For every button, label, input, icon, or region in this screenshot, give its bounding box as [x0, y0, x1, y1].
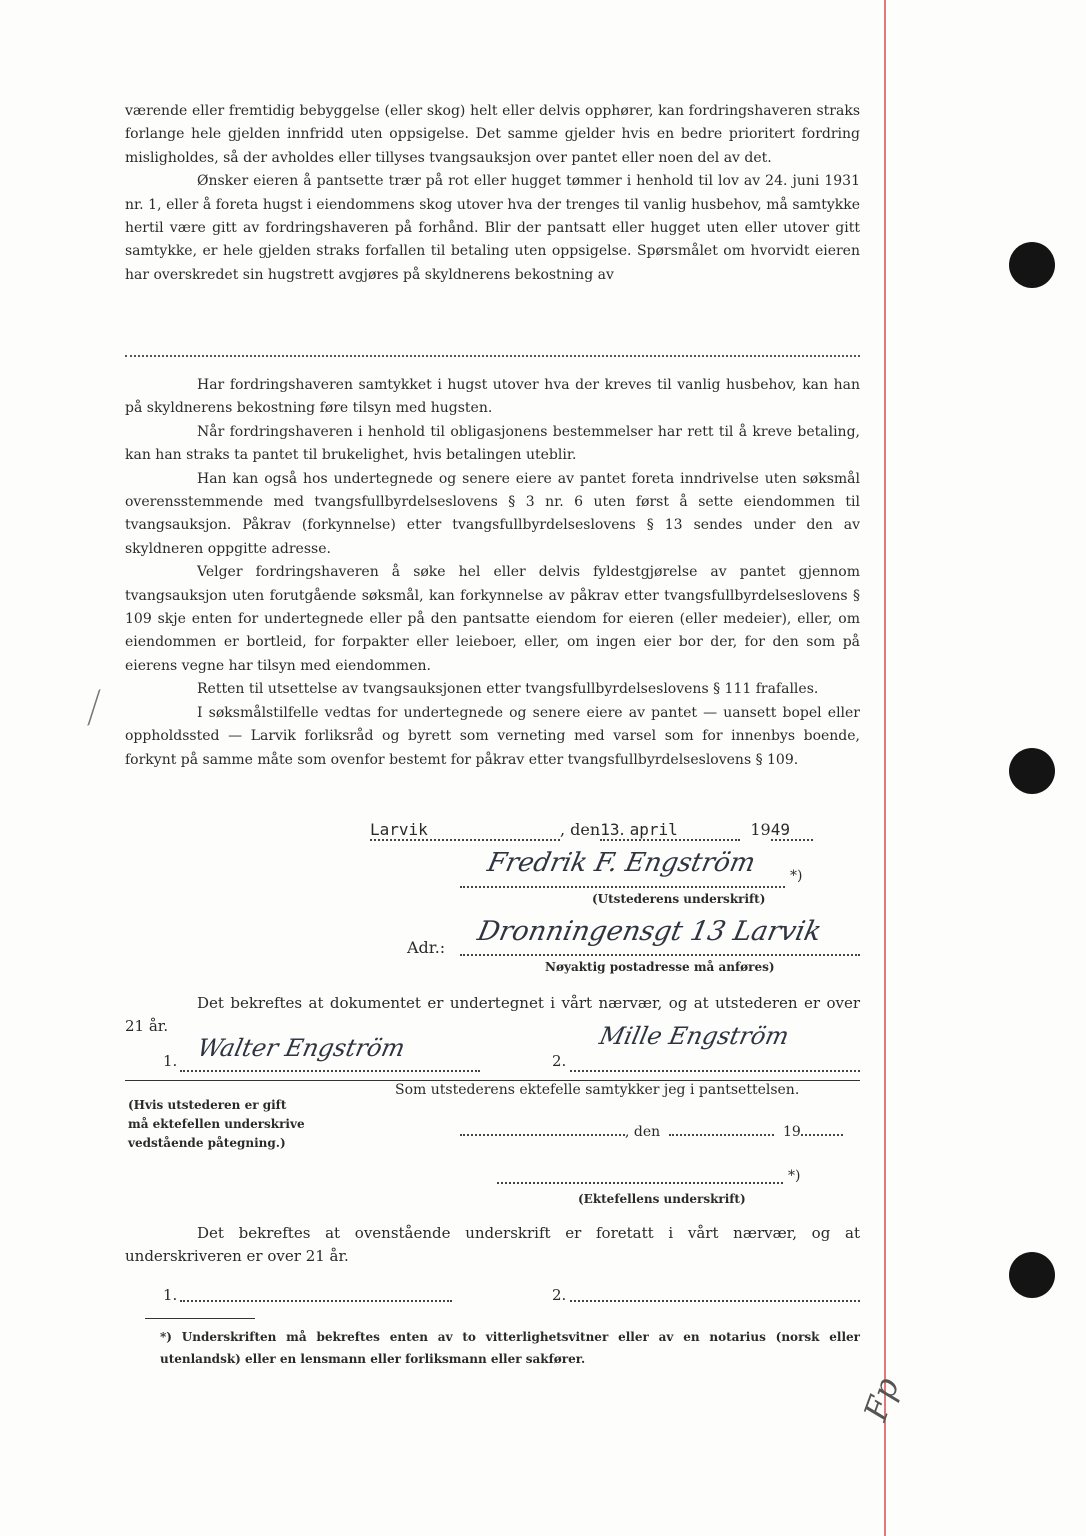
margin-initials: Fp — [856, 1372, 907, 1426]
witness-1-number: 1. — [163, 1052, 178, 1070]
punch-hole-bottom — [1009, 1252, 1055, 1298]
address-label: Adr.: — [407, 938, 446, 957]
address-caption: Nøyaktig postadresse må anføres) — [545, 960, 775, 974]
spouse-note: (Hvis utstederen er gift må ektefellen underskrive vedstående påtegning.) — [128, 1098, 305, 1150]
horizontal-rule — [125, 1080, 860, 1081]
paragraph-6: Velger fordringshaveren å søke hel eller delvis fyldestgjørelse av pantet gjennom tvangsauksjon uten forutgående søksmål, kan forkynnelse av påkrav etter tvangsfullbyrdelseslovens § 109 skje enten for undertegnede eller på den pantsatte eiendom for eieren (eller medeier), eller, om eiendommen er bortleid, for forpakter eller leieboer, eller, om ingen eier bor der, for den som på eierens vegne har tilsyn med eiendommen. — [125, 564, 860, 674]
address-handwritten: Dronningensgt 13 Larvik — [474, 916, 825, 947]
paragraph-8: I søksmålstilfelle vedtas for undertegnede og senere eiere av pantet — uansett bopel eller oppholdssted — Larvik forliksråd og byrett som verneting med varsel som for innenbys boende, forkynt på samme måte som ovenfor bestemt for påkrav etter tvangsfullbyrdelseslovens § 109. — [125, 704, 860, 768]
footnote-rule — [145, 1318, 255, 1319]
date-field: 13. april — [600, 820, 740, 841]
year-field: 49 — [771, 820, 813, 841]
punch-hole-top — [1009, 242, 1055, 288]
paragraph-3: Har fordringshaveren samtykket i hugst utover hva der kreves til vanlig husbehov, kan han på skyldnerens bekostning føre tilsyn med hugsten. — [125, 377, 860, 417]
spouse-year-field — [801, 1134, 843, 1136]
spouse-signature-line — [497, 1180, 783, 1184]
spouse-asterisk: *) — [788, 1168, 801, 1184]
text-block-1 — [125, 100, 860, 287]
issuer-signature: Fredrik F. Engström — [484, 848, 758, 878]
punch-hole-middle — [1009, 748, 1055, 794]
witness-2-number: 2. — [552, 1052, 567, 1070]
paragraph-2: Ønsker eieren å pantsette trær på rot eller hugget tømmer i henhold til lov av 24. juni 1931 nr. 1, eller å foreta hugst i eiendommens skog utover hva der trenges til vanlig husbehov, må samtykke hertil være gitt av fordringshaveren på forhånd. Blir der pantsatt eller hugget uten eller utover gitt samtykke, er hele gjelden straks forfallen til betaling uten oppsigelse. Spørsmålet om hvorvidt eieren har overskredet sin hugstrett avgjøres på skyldnerens bekostning av — [125, 173, 860, 283]
footnote: *) Underskriften må bekreftes enten av to vitterlighetsvitner eller av en notarius (norsk eller utenlandsk) eller en lensmann eller forliksmann eller sakfører. — [160, 1330, 860, 1366]
address-line — [460, 948, 860, 956]
spouse-consent: Som utstederens ektefelle samtykker jeg i pantsettelsen. — [395, 1082, 800, 1098]
dotted-fill-line — [125, 355, 860, 357]
witness-2-line — [570, 1066, 860, 1072]
second-witness-2-number: 2. — [552, 1286, 567, 1304]
second-witness-1-number: 1. — [163, 1286, 178, 1304]
issuer-signature-line — [460, 878, 785, 888]
second-witness-1-line — [180, 1298, 452, 1302]
place-field: Larvik — [370, 820, 560, 841]
witness-2-signature: Mille Engström — [597, 1022, 792, 1050]
paragraph-7: Retten til utsettelse av tvangsauksjonen etter tvangsfullbyrdelseslovens § 111 frafalles. — [197, 681, 819, 698]
spouse-date-line: , den 19 — [460, 1124, 843, 1140]
paragraph-4: Når fordringshaveren i henhold til obligasjonens bestemmelser har rett til å kreve betaling, kan han straks ta pantet til brukelighet, hvis betalingen uteblir. — [125, 423, 860, 464]
spouse-place-field — [460, 1134, 625, 1136]
witness-1-signature: Walter Engström — [195, 1034, 408, 1062]
den-label: , den — [560, 820, 601, 839]
witness-statement: Det bekreftes at dokumentet er undertegnet i vårt nærvær, og at utstederen er over 21 år. — [125, 994, 860, 1036]
text-block-2 — [125, 374, 860, 772]
second-witness-2-line — [570, 1298, 860, 1302]
issuer-asterisk: *) — [790, 868, 803, 884]
second-statement: Det bekreftes at ovenstående underskrift er foretatt i vårt nærvær, og at underskriveren er over 21 år. — [125, 1224, 860, 1266]
paragraph-1: værende eller fremtidig bebyggelse (eller skog) helt eller delvis opphører, kan fordringshaveren straks forlange hele gjelden innfridd uten oppsigelse. Det samme gjelder hvis en bedre prioritert fordring misligholdes, så der avholdes eller tillyses tvangsauksjon over pantet eller noen del av det. — [125, 103, 860, 166]
year-prefix: 19 — [750, 820, 771, 839]
red-margin-line — [884, 0, 886, 1536]
issuer-caption: (Utstederens underskrift) — [592, 892, 766, 906]
date-line — [370, 820, 813, 841]
spouse-caption: (Ektefellens underskrift) — [578, 1192, 746, 1206]
spouse-date-field — [669, 1134, 774, 1136]
margin-slash-mark: ⟋ — [71, 686, 113, 734]
witness-1-line — [180, 1066, 480, 1072]
paragraph-5: Han kan også hos undertegnede og senere eiere av pantet foreta inndrivelse uten søksmål overensstemmende med tvangsfullbyrdelseslovens § 3 nr. 6 uten først å sette eiendommen til tvangsauksjon. Påkrav (forkynnelse) etter tvangsfullbyrdelseslovens § 13 sendes under den av skyldneren oppgitte adresse. — [125, 470, 860, 557]
